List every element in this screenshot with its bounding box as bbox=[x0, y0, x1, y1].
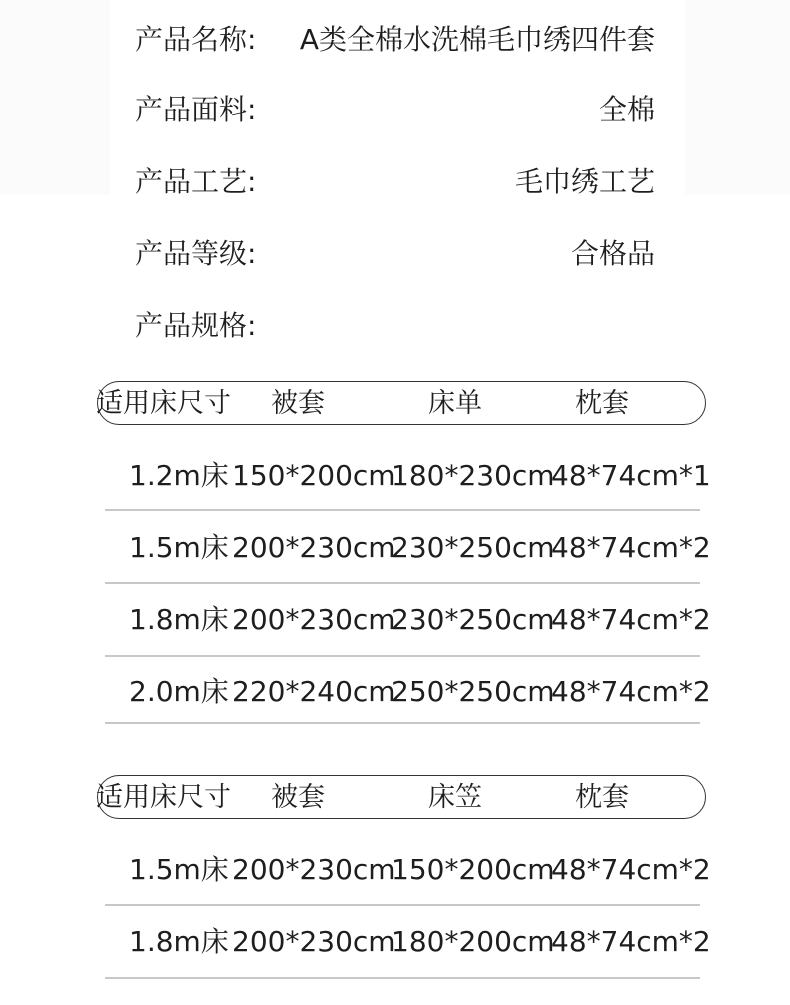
cell-duvet: 200*230cm bbox=[232, 853, 396, 886]
table-row bbox=[105, 848, 711, 892]
cell-pillowcase: 48*74cm*2 bbox=[551, 675, 711, 708]
spec-label: 产品等级: bbox=[135, 237, 257, 270]
cell-bed-size: 1.8m床 bbox=[129, 603, 229, 636]
header-bed-size: 适用床尺寸 bbox=[96, 782, 231, 813]
table-row bbox=[105, 526, 711, 570]
row-divider bbox=[105, 509, 700, 511]
cell-bed-size: 1.8m床 bbox=[129, 925, 229, 958]
row-divider bbox=[105, 977, 700, 979]
table-row bbox=[105, 454, 711, 498]
header-pillowcase: 枕套 bbox=[575, 388, 629, 419]
table1-header bbox=[97, 381, 706, 425]
spec-value: 合格品 bbox=[570, 237, 655, 270]
header-duvet: 被套 bbox=[271, 782, 325, 813]
header-pillowcase: 枕套 bbox=[575, 782, 629, 813]
cell-sheet: 180*230cm bbox=[391, 459, 555, 492]
cell-pillowcase: 48*74cm*1 bbox=[551, 459, 711, 492]
header-fitted-sheet: 床笠 bbox=[428, 782, 482, 813]
spec-value: 毛巾绣工艺 bbox=[514, 165, 655, 198]
spec-row-size bbox=[135, 304, 655, 344]
cell-duvet: 200*230cm bbox=[232, 603, 396, 636]
cell-fitted-sheet: 150*200cm bbox=[391, 853, 555, 886]
table-row bbox=[105, 920, 711, 964]
table2-header bbox=[97, 775, 706, 819]
header-bed-size: 适用床尺寸 bbox=[96, 388, 231, 419]
table-row bbox=[105, 670, 711, 714]
cell-pillowcase: 48*74cm*2 bbox=[551, 853, 711, 886]
row-divider bbox=[105, 722, 700, 724]
cell-pillowcase: 48*74cm*2 bbox=[551, 925, 711, 958]
cell-pillowcase: 48*74cm*2 bbox=[551, 603, 711, 636]
spec-row-fabric bbox=[135, 88, 655, 128]
cell-bed-size: 1.5m床 bbox=[129, 531, 229, 564]
row-divider bbox=[105, 655, 700, 657]
spec-label: 产品工艺: bbox=[135, 165, 257, 198]
background-panel-left bbox=[0, 0, 110, 195]
header-sheet: 床单 bbox=[428, 388, 482, 419]
cell-pillowcase: 48*74cm*2 bbox=[551, 531, 711, 564]
cell-bed-size: 1.5m床 bbox=[129, 853, 229, 886]
spec-label: 产品面料: bbox=[135, 93, 257, 126]
cell-duvet: 150*200cm bbox=[232, 459, 396, 492]
cell-duvet: 200*230cm bbox=[232, 925, 396, 958]
header-duvet: 被套 bbox=[271, 388, 325, 419]
background-panel-right bbox=[685, 0, 790, 195]
cell-sheet: 250*250cm bbox=[391, 675, 555, 708]
spec-label: 产品名称: bbox=[135, 23, 257, 56]
spec-row-craft bbox=[135, 160, 655, 200]
spec-row-grade bbox=[135, 232, 655, 272]
row-divider bbox=[105, 582, 700, 584]
cell-bed-size: 2.0m床 bbox=[129, 675, 229, 708]
spec-row-name bbox=[135, 18, 655, 58]
spec-value: 全棉 bbox=[598, 93, 655, 126]
cell-sheet: 230*250cm bbox=[391, 531, 555, 564]
cell-fitted-sheet: 180*200cm bbox=[391, 925, 555, 958]
cell-duvet: 200*230cm bbox=[232, 531, 396, 564]
spec-label: 产品规格: bbox=[135, 309, 257, 342]
cell-sheet: 230*250cm bbox=[391, 603, 555, 636]
table-row bbox=[105, 598, 711, 642]
cell-duvet: 220*240cm bbox=[232, 675, 396, 708]
cell-bed-size: 1.2m床 bbox=[129, 459, 229, 492]
row-divider bbox=[105, 904, 700, 906]
spec-value: A类全棉水洗棉毛巾绣四件套 bbox=[299, 23, 655, 56]
